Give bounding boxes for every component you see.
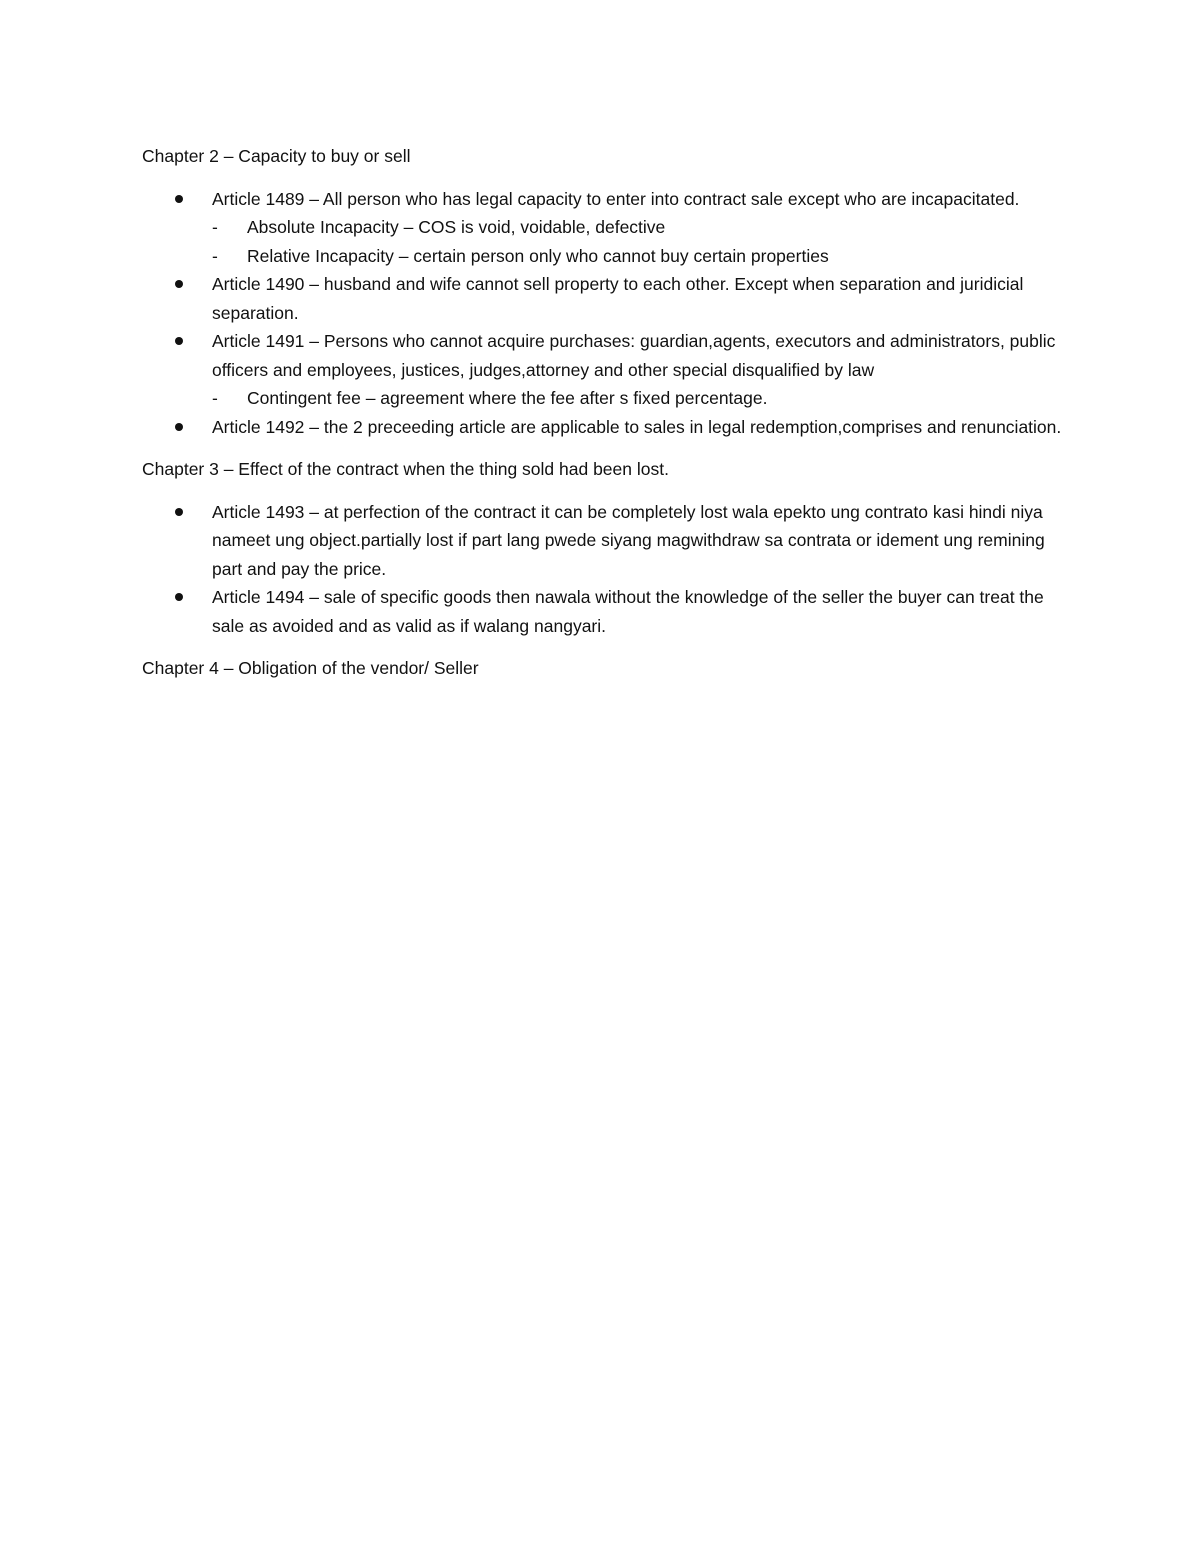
sub-list: [212, 384, 1062, 413]
bullet-icon: [175, 280, 183, 288]
dash-icon: -: [212, 245, 218, 266]
chapter-heading: Chapter 4 – Obligation of the vendor/ Seller: [142, 658, 479, 678]
sub-item: [212, 213, 1062, 242]
article-text: Article 1493 – at perfection of the contract it can be completely lost wala epekto ung contrato kasi hindi niya nameet ung object.partially lost if part lang pwede siyang magwithdraw sa contrata or idement ung remining part and pay the price.: [212, 501, 1045, 579]
dash-icon: -: [212, 388, 218, 408]
article-item: [142, 185, 1062, 271]
document-content: [142, 142, 1062, 697]
article-text: Article 1489 – All person who has legal capacity to enter into contract sale except who are incapacitated.: [212, 188, 1020, 209]
article-item: [142, 270, 1062, 327]
article-list: [142, 498, 1062, 641]
bullet-icon: [175, 337, 183, 345]
bullet-icon: [175, 593, 183, 601]
article-text: Article 1492 – the 2 preceeding article are applicable to sales in legal redemption,comprises and renunciation.: [212, 416, 1062, 437]
bullet-icon: [175, 195, 183, 203]
dash-icon: -: [212, 217, 218, 237]
article-item: [142, 498, 1062, 584]
article-item: [142, 413, 1062, 442]
sub-item-text: Relative Incapacity – certain person only who cannot buy certain properties: [247, 245, 829, 266]
article-text: Article 1490 – husband and wife cannot sell property to each other. Except when separation and juridicial separation.: [212, 274, 1024, 323]
sub-item-text: Absolute Incapacity – COS is void, voidable, defective: [247, 217, 666, 237]
sub-item-text: Contingent fee – agreement where the fee after s fixed percentage.: [247, 388, 768, 408]
bullet-icon: [175, 423, 183, 431]
article-item: [142, 583, 1062, 640]
chapter-heading: Chapter 2 – Capacity to buy or sell: [142, 146, 411, 166]
sub-item: [212, 384, 1062, 413]
sub-item: [212, 242, 1062, 271]
article-item: [142, 327, 1062, 413]
sub-list: [212, 213, 1062, 270]
article-text: Article 1491 – Persons who cannot acquire purchases: guardian,agents, executors and administrators, public officers and employees, justices, judges,attorney and other special disqualified by law: [212, 331, 1056, 380]
article-list: [142, 185, 1062, 442]
bullet-icon: [175, 508, 183, 516]
article-text: Article 1494 – sale of specific goods then nawala without the knowledge of the seller the buyer can treat the sale as avoided and as valid as if walang nangyari.: [212, 587, 1044, 636]
chapter-heading: Chapter 3 – Effect of the contract when the thing sold had been lost.: [142, 459, 669, 479]
